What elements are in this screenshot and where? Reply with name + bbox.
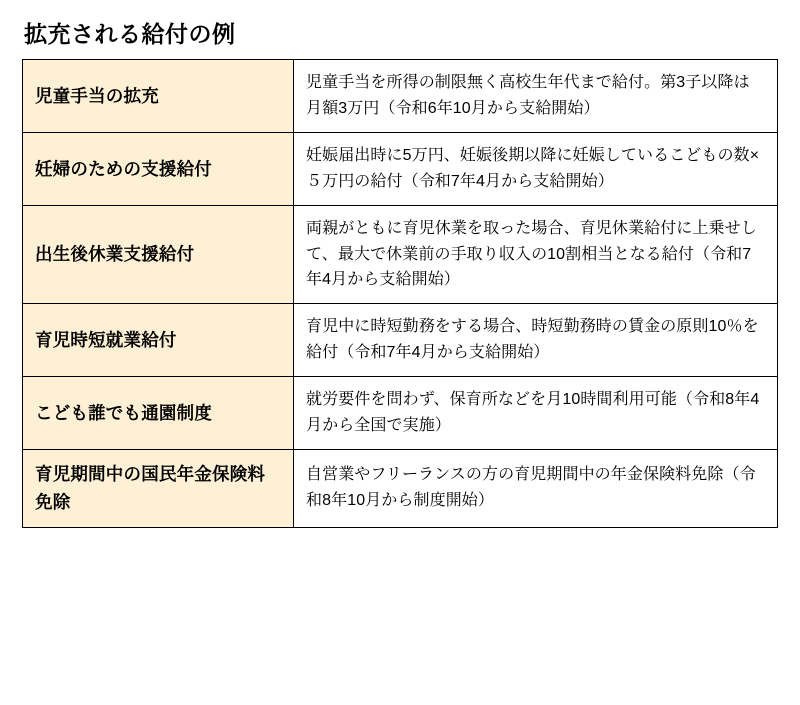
table-row [23, 132, 778, 205]
benefit-category: 育児時短就業給付 [23, 304, 294, 377]
benefit-description: 児童手当を所得の制限無く高校生年代まで給付。第3子以降は月額3万円（令和6年10月から支給開始） [294, 60, 778, 133]
benefit-category: 児童手当の拡充 [23, 60, 294, 133]
benefit-category: 妊婦のための支援給付 [23, 132, 294, 205]
benefit-category: こども誰でも通園制度 [23, 377, 294, 450]
table-row [23, 377, 778, 450]
benefit-description: 妊娠届出時に5万円、妊娠後期以降に妊娠しているこどもの数×５万円の給付（令和7年4月から支給開始） [294, 132, 778, 205]
benefit-description: 就労要件を問わず、保育所などを月10時間利用可能（令和8年4月から全国で実施） [294, 377, 778, 450]
table-body [23, 60, 778, 528]
benefit-category: 育児期間中の国民年金保険料免除 [23, 449, 294, 527]
table-row [23, 60, 778, 133]
benefit-category: 出生後休業支援給付 [23, 205, 294, 304]
benefit-table [22, 59, 778, 528]
benefit-description: 両親がともに育児休業を取った場合、育児休業給付に上乗せして、最大で休業前の手取り収入の10割相当となる給付（令和7年4月から支給開始） [294, 205, 778, 304]
table-row [23, 304, 778, 377]
benefit-description: 自営業やフリーランスの方の育児期間中の年金保険料免除（令和8年10月から制度開始） [294, 449, 778, 527]
benefit-description: 育児中に時短勤務をする場合、時短勤務時の賃金の原則10％を給付（令和7年4月から支給開始） [294, 304, 778, 377]
table-row [23, 449, 778, 527]
page-title: 拡充される給付の例 [24, 21, 236, 47]
table-row [23, 205, 778, 304]
